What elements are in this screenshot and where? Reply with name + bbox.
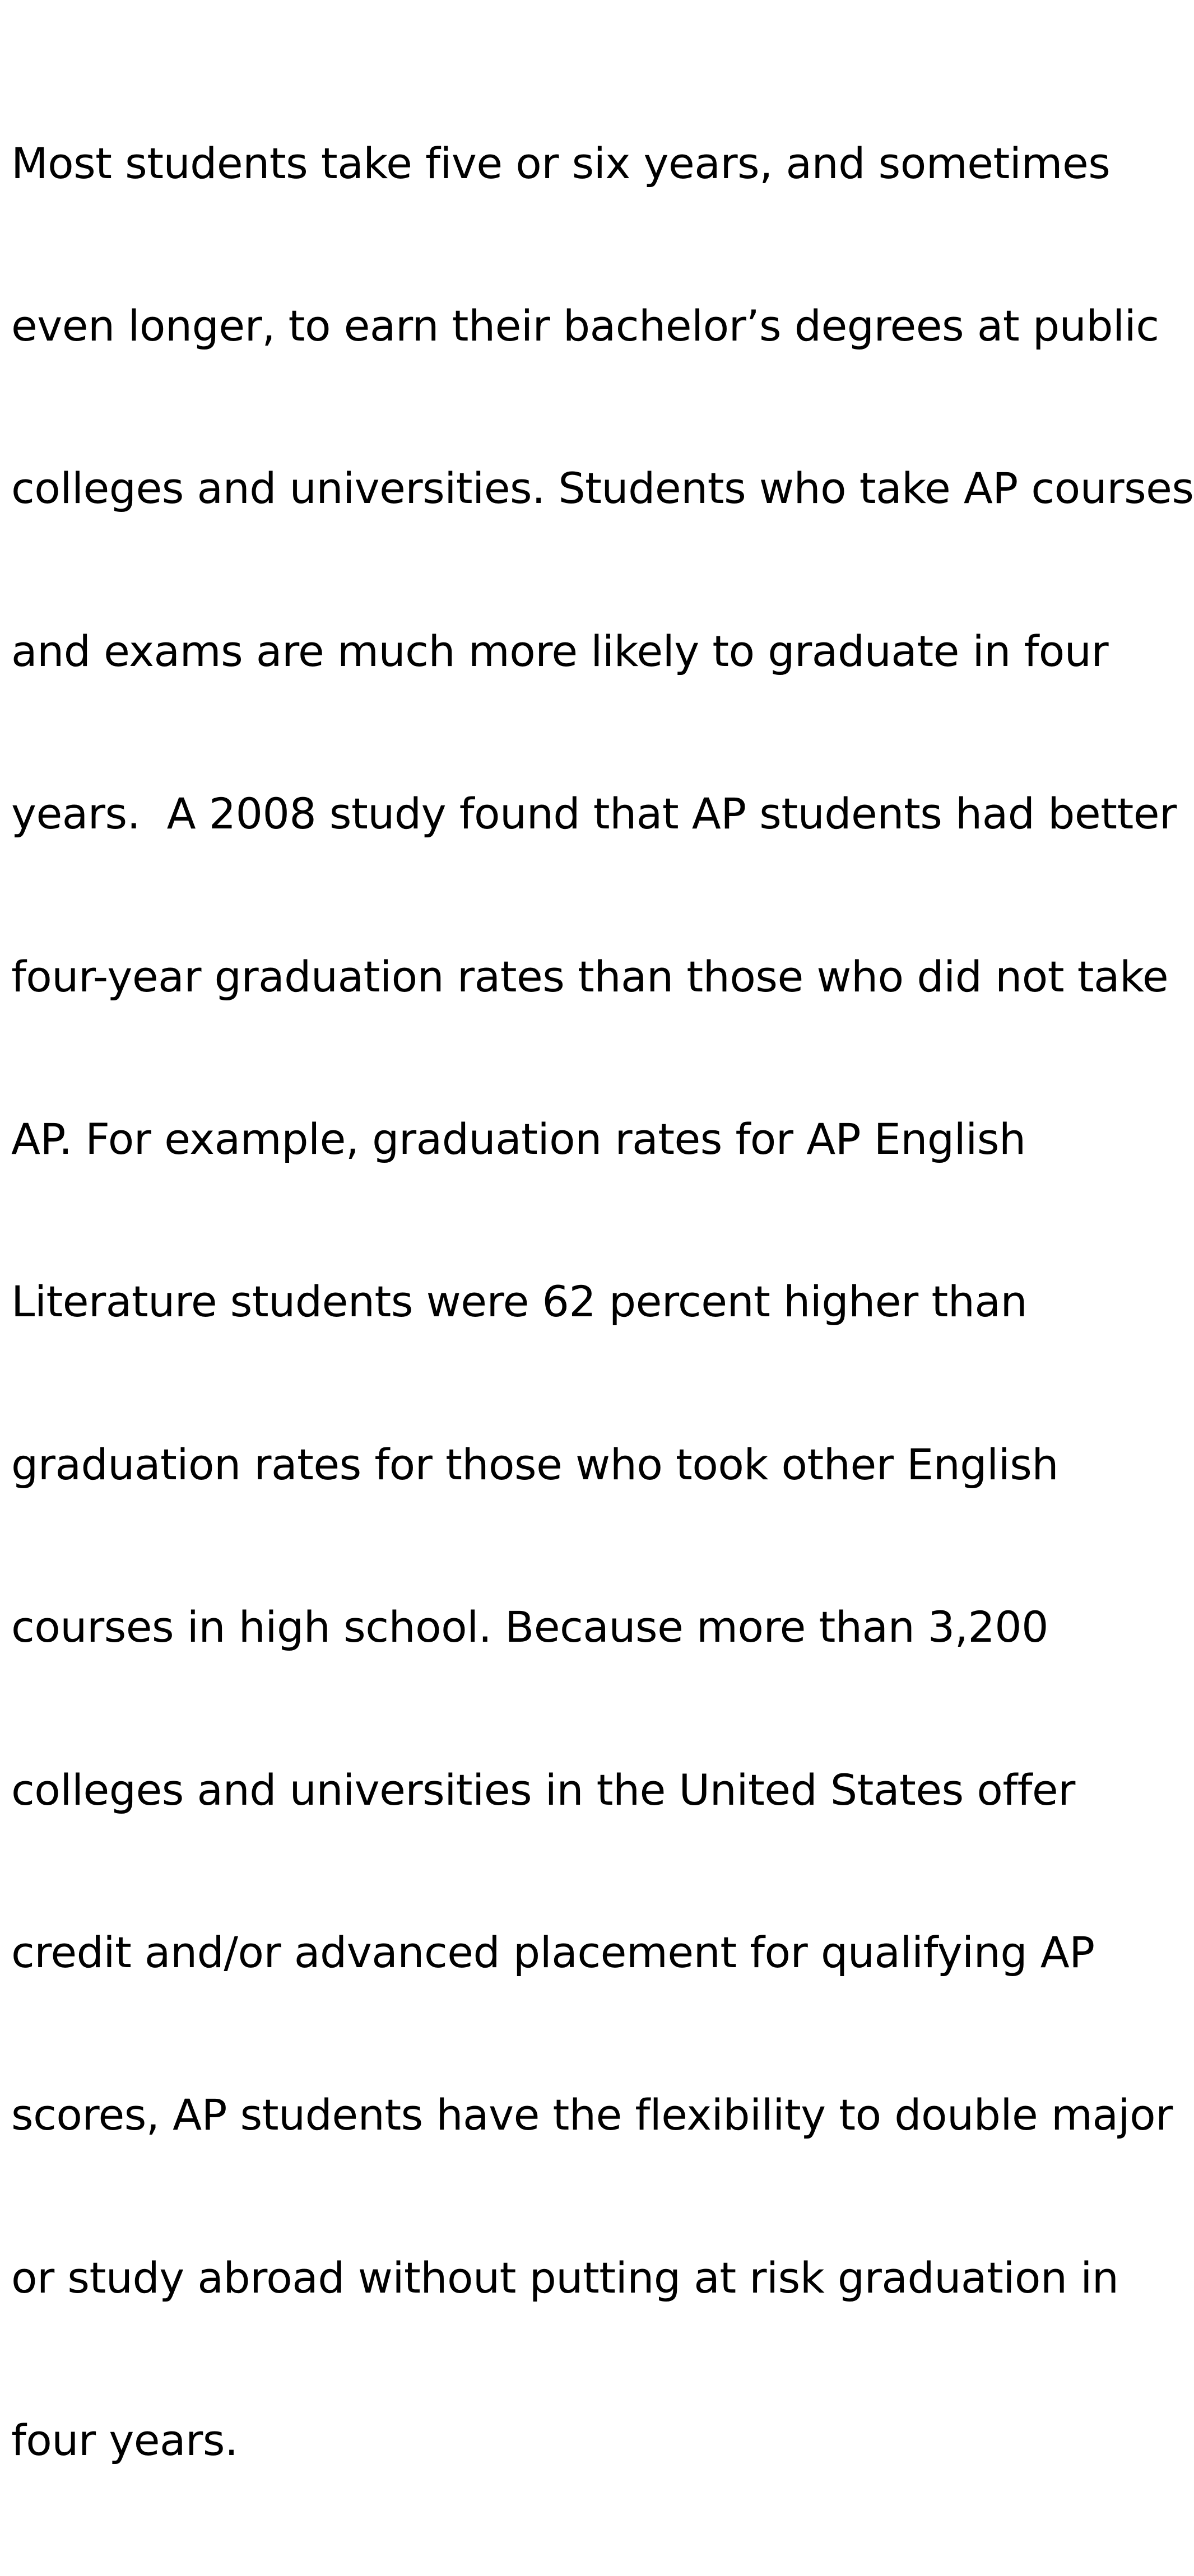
paragraph-line: even longer, to earn their bachelor’s degrees at public [11,300,1159,351]
paragraph-line: Most students take five or six years, and sometimes [11,138,1111,188]
paragraph-line: courses in high school. Because more than 3,200 [11,1602,1048,1652]
paragraph-line: four years. [11,2415,238,2466]
paragraph-line: and exams are much more likely to graduate in four [11,626,1109,676]
paragraph-line: four-year graduation rates than those who did not take [11,951,1169,1001]
body-paragraph [11,28,1194,2576]
paragraph-line: scores, AP students have the flexibility to double major [11,2090,1173,2140]
paragraph-line: or study abroad without putting at risk graduation in [11,2252,1119,2303]
paragraph-line: years. A 2008 study found that AP students had better [11,789,1177,839]
paragraph-line: colleges and universities in the United States offer [11,1764,1075,1815]
paragraph-line: colleges and universities. Students who take AP courses [11,463,1194,514]
paragraph-line: Literature students were 62 percent higher than [11,1277,1028,1327]
paragraph-line: credit and/or advanced placement for qualifying AP [11,1927,1095,1977]
paragraph-line: graduation rates for those who took other English [11,1439,1059,1489]
paragraph-line: AP. For example, graduation rates for AP English [11,1114,1026,1164]
